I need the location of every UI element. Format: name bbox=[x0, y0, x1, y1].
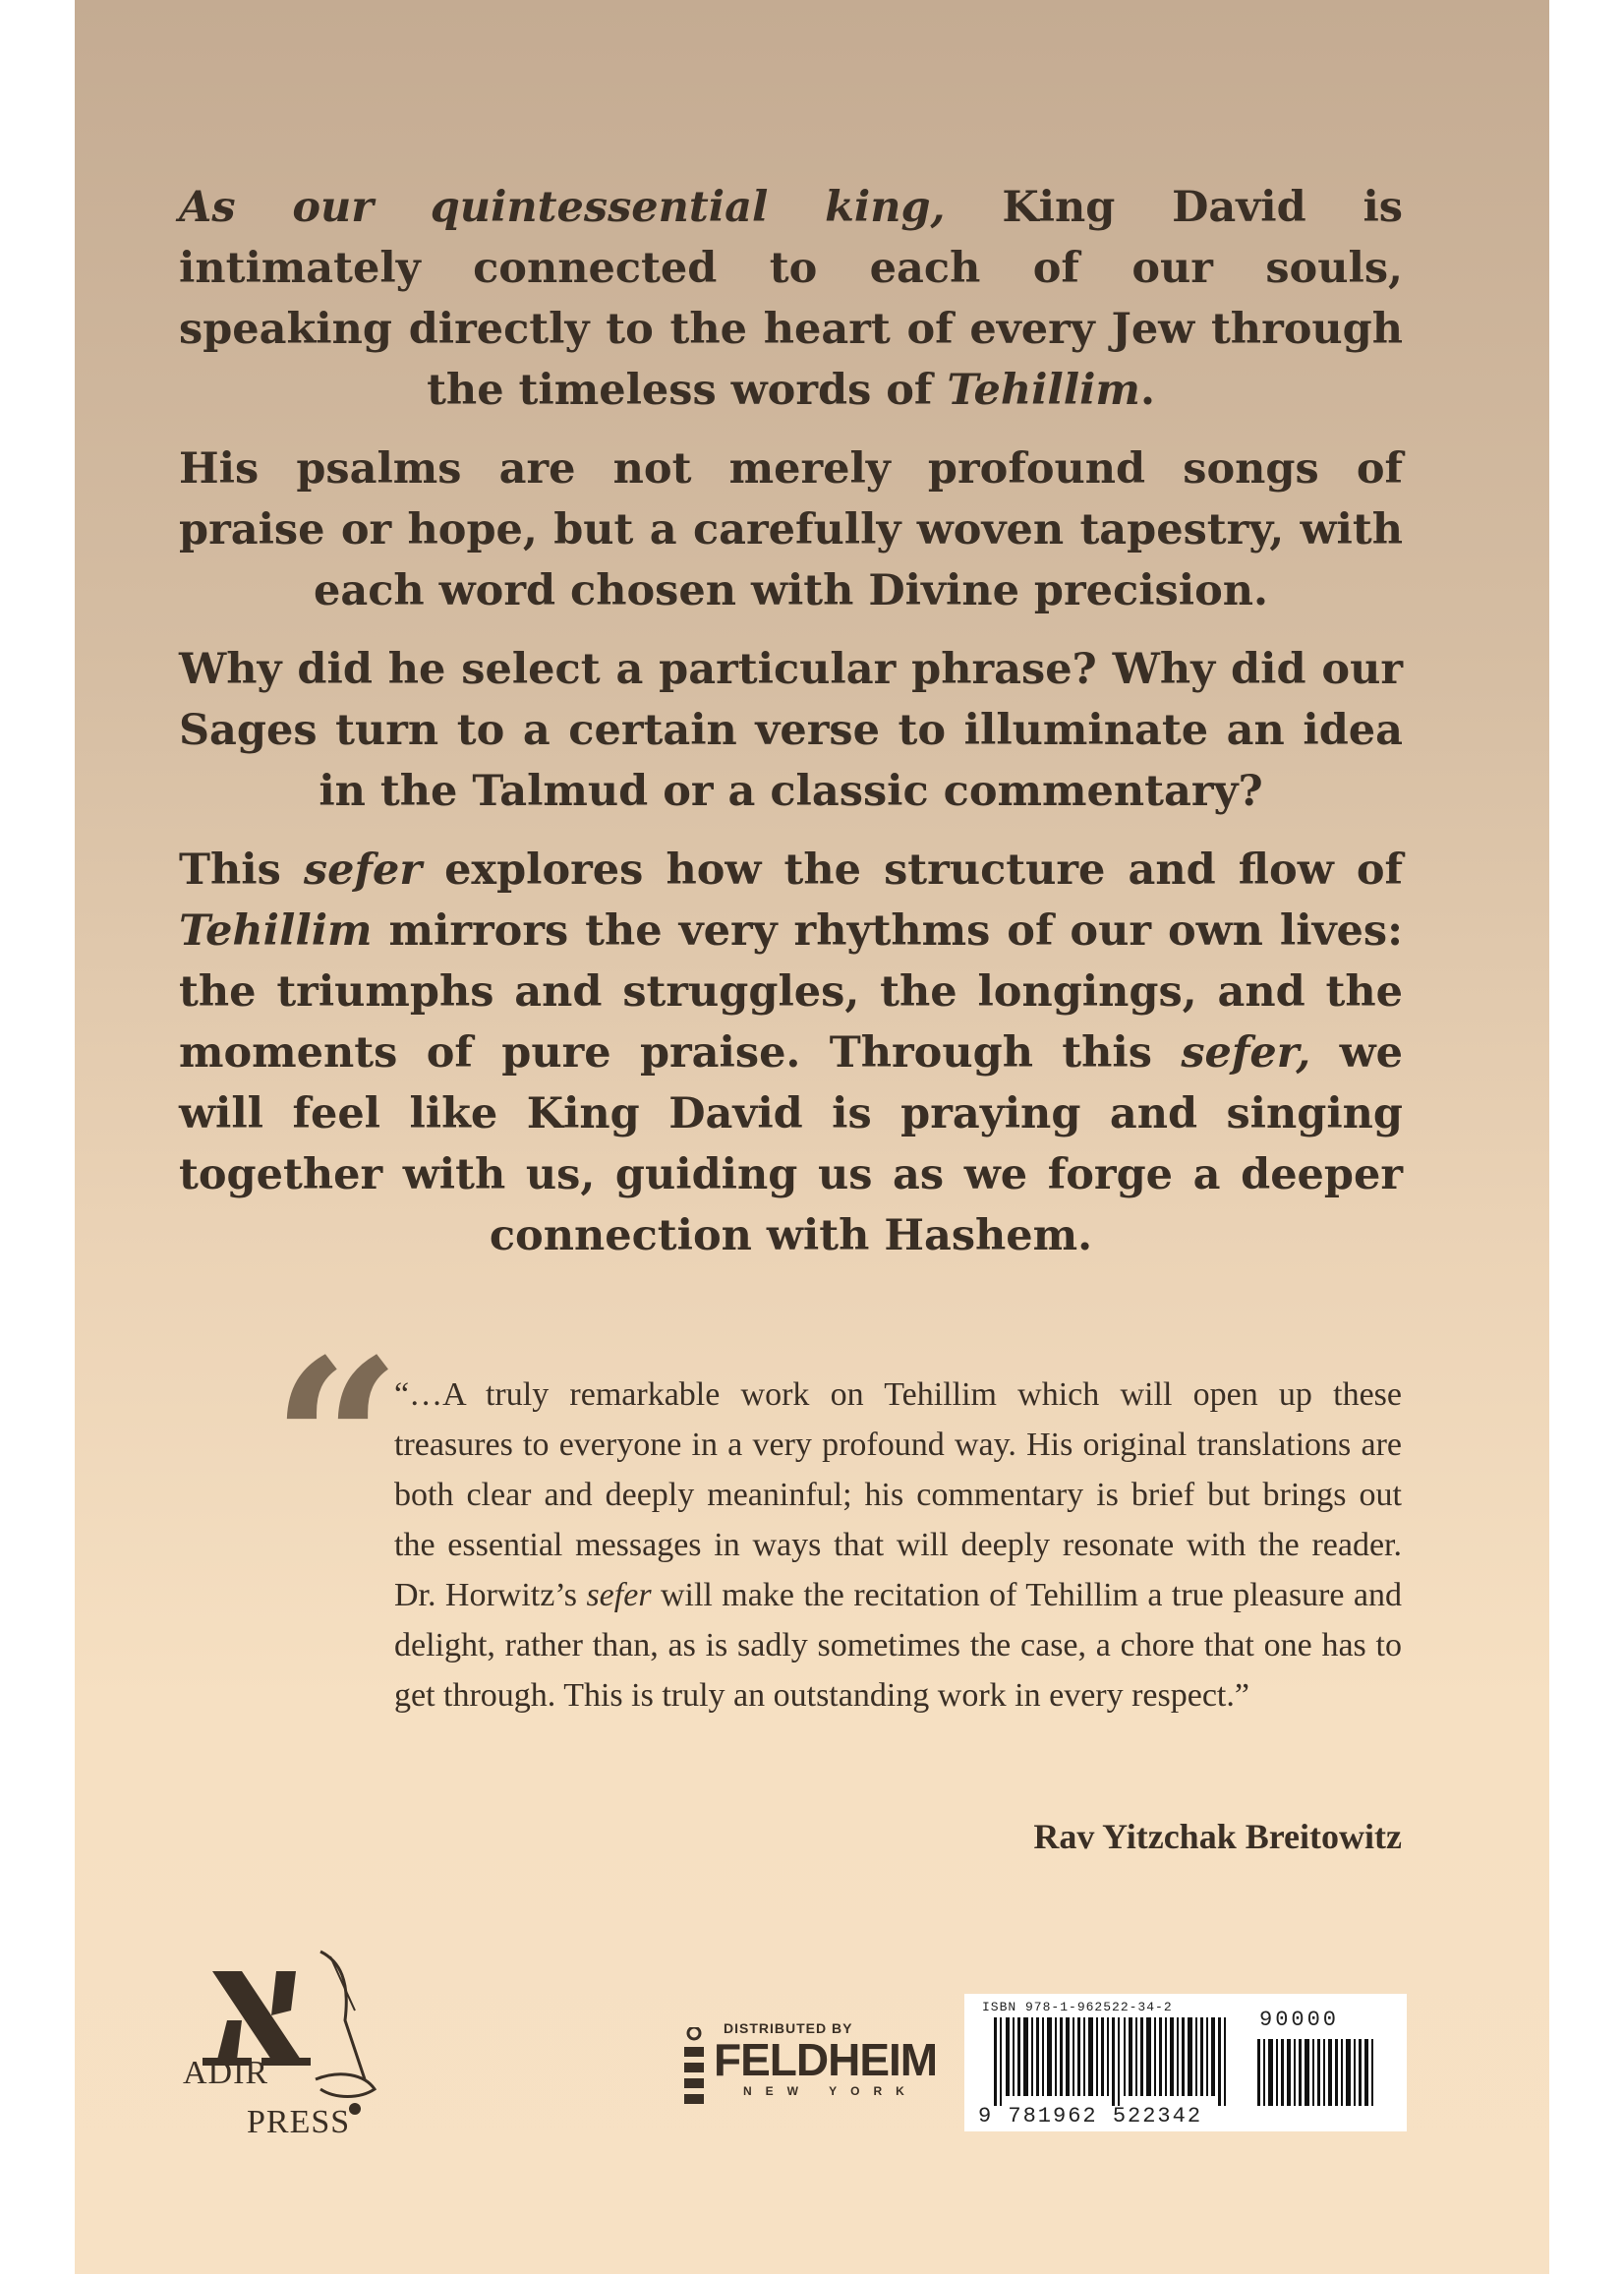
quote-text: will make the recitation of Tehillim a true pleasure and delight, rather than, as is sadly sometimes the case, a chore that one has to get through. This is truly an outstanding work in every respect.” bbox=[394, 1577, 1402, 1714]
publisher-name-line2: PRESS bbox=[247, 2104, 351, 2140]
isbn-label: ISBN 978-1-962522-34-2 bbox=[982, 2000, 1173, 2014]
cover-blurb bbox=[179, 177, 1403, 1284]
blurb-text: . bbox=[1139, 366, 1155, 415]
blurb-paragraph-3: Why did he select a particular phrase? Why did our Sages turn to a certain verse to illuminate an idea in the Talmud or a classic commentary? bbox=[179, 645, 1403, 816]
quote-mark-icon: “ bbox=[271, 1311, 402, 1576]
blurb-text: explores how the structure and flow of bbox=[421, 845, 1404, 895]
distributor-name: FELDHEIM bbox=[714, 2034, 938, 2085]
blurb-paragraph-1 bbox=[179, 177, 1403, 421]
blurb-lead-italic: As our quintessential king, bbox=[179, 183, 946, 232]
blurb-text: we will feel like King David is praying and singing together with us, guiding us as we forge a deeper connection with Hashem. bbox=[179, 1028, 1403, 1260]
publisher-name-line1: ADIR bbox=[183, 2055, 269, 2091]
blurb-text: This bbox=[179, 845, 304, 895]
blurb-italic: sefer, bbox=[1181, 1028, 1311, 1078]
barcode-addon: 90000 bbox=[1259, 2008, 1340, 2032]
blurb-italic: sefer bbox=[303, 845, 422, 895]
distributed-by-label: DISTRIBUTED BY bbox=[724, 2020, 853, 2036]
blurb-text: mirrors the very rhythms of our own lives: the triumphs and struggles, the longings, and the moments of pure praise. Through this bbox=[179, 906, 1403, 1078]
blurb-paragraph-2: His psalms are not merely profound songs of praise or hope, but a carefully woven tapestry, with each word chosen with Divine precision. bbox=[179, 444, 1403, 615]
blurb-italic: Tehillim bbox=[947, 366, 1140, 415]
blurb-paragraph-4 bbox=[179, 840, 1403, 1266]
barcode-digits: 9 781962 522342 bbox=[978, 2104, 1203, 2128]
isbn-barcode bbox=[964, 1994, 1407, 2131]
blurb-italic: Tehillim bbox=[179, 906, 373, 956]
quote-text: “…A truly remarkable work on Tehillim which will open up these treasures to everyone in a very profound way. His original translations are both clear and deeply meaninful; his commentary is brief but brings out the essential messages in ways that will deeply resonate with the reader. Dr. Horwitz’s bbox=[394, 1376, 1402, 1613]
endorsement-author: Rav Yitzchak Breitowitz bbox=[1033, 1817, 1402, 1856]
endorsement-quote bbox=[394, 1370, 1402, 1720]
quote-italic: sefer bbox=[586, 1577, 652, 1613]
blurb-text: King David is intimately connected to each of our souls, speaking directly to the heart of every Jew through the timeless words of bbox=[179, 183, 1403, 415]
distributor-city: NEW YORK bbox=[743, 2084, 918, 2098]
book-back-cover bbox=[75, 0, 1549, 2274]
feldheim-logo-icon bbox=[682, 2027, 706, 2106]
